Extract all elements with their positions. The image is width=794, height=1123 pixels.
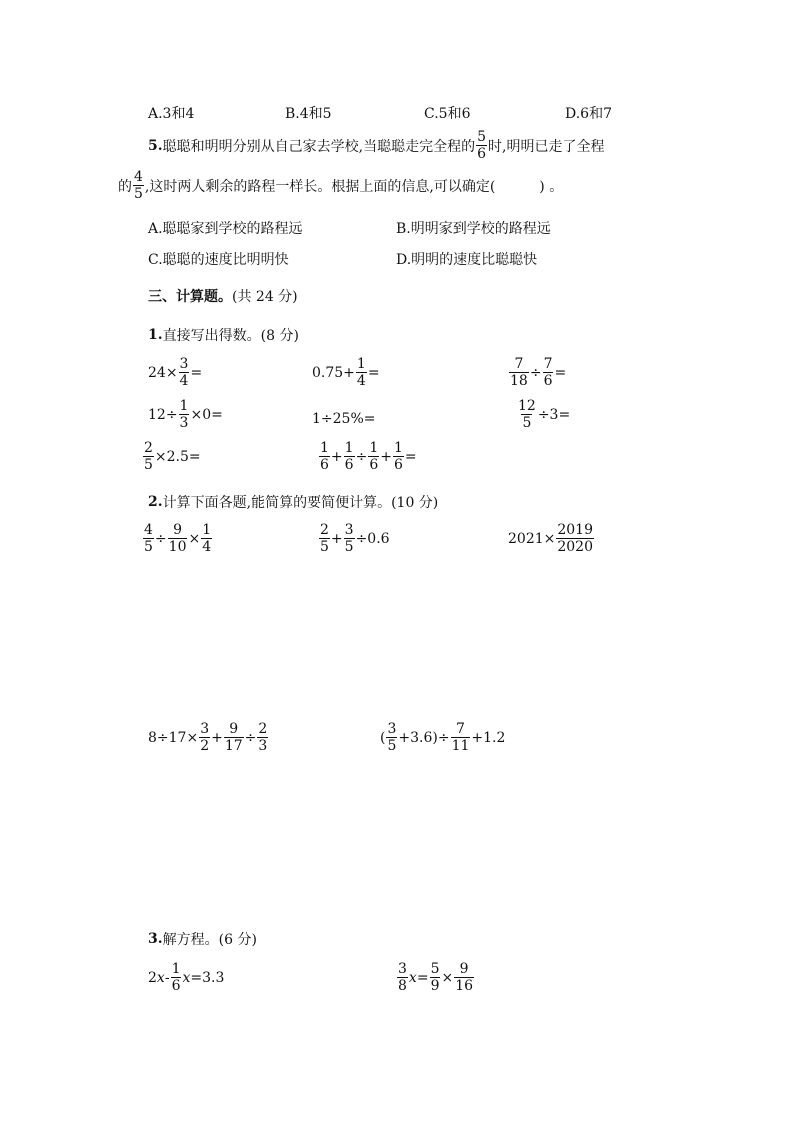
expression-text: +1.2	[471, 729, 506, 746]
fraction	[257, 722, 268, 753]
q5-text-2: 时,明明已走了全程	[488, 138, 605, 155]
fraction-denominator: 5	[387, 738, 397, 754]
q1-expr-4	[148, 399, 223, 430]
expression-text: +	[380, 448, 392, 465]
q1-expr-8	[318, 441, 417, 472]
expression-text: =	[416, 969, 429, 986]
fraction-numerator: 1	[202, 522, 212, 538]
q2-expr-4	[148, 722, 269, 753]
expression-text: ÷0.6	[355, 530, 390, 547]
q5-option-b: B.明明家到学校的路程远	[396, 221, 551, 237]
q5-line2	[118, 170, 563, 201]
q3-number: 3.	[148, 931, 163, 947]
fraction	[451, 722, 471, 753]
fraction	[168, 523, 188, 554]
fraction-numerator: 9	[229, 721, 239, 737]
expression-text: ÷	[355, 448, 368, 465]
expression-text: 2021×	[508, 530, 556, 547]
q3-equation-2	[396, 962, 475, 993]
q1-expr-5	[312, 411, 376, 427]
expression-text: x	[182, 969, 191, 986]
expression-text: ×2.5=	[154, 448, 201, 465]
fraction-numerator: 4	[134, 169, 143, 185]
fraction-denominator: 9	[430, 978, 440, 994]
fraction	[201, 523, 212, 554]
q2-title: 计算下面各题,能简算的要简便计算。(10 分)	[162, 495, 439, 511]
q5-option-d: D.明明的速度比聪聪快	[396, 252, 538, 268]
fraction	[319, 441, 330, 472]
fraction-numerator: 7	[514, 356, 524, 372]
expression-text: 0.75+	[312, 364, 355, 381]
q2-expr-1	[142, 523, 213, 554]
fraction	[319, 523, 330, 554]
fraction-denominator: 6	[543, 373, 553, 389]
q4-option-c: C.5和6	[424, 106, 471, 122]
fraction	[344, 523, 355, 554]
expression-text: ÷	[154, 530, 167, 547]
fraction-numerator: 2	[320, 522, 329, 538]
fraction-denominator: 10	[168, 539, 187, 555]
expression-text: +	[330, 448, 343, 465]
fraction-numerator: 2	[144, 440, 153, 456]
expression-text: 24×	[148, 364, 178, 381]
fraction-denominator: 18	[510, 373, 528, 389]
expression-text: ÷	[244, 729, 257, 746]
fraction	[356, 357, 367, 388]
fraction-numerator: 1	[369, 440, 379, 456]
fraction-numerator: 3	[398, 961, 407, 977]
q5-option-c: C.聪聪的速度比明明快	[148, 252, 289, 268]
q2-expr-5	[380, 722, 505, 753]
expression-text: 2	[148, 969, 157, 986]
fraction-numerator: 5	[477, 129, 486, 145]
fraction	[224, 722, 244, 753]
fraction-numerator: 7	[456, 721, 465, 737]
q5-text-1: 聪聪和明明分别从自己家去学校,当聪聪走完全程的	[162, 138, 476, 155]
q5-fraction-2	[133, 170, 144, 201]
fraction-denominator: 11	[451, 738, 470, 754]
fraction-denominator: 4	[202, 539, 212, 555]
fraction-numerator: 2	[258, 721, 268, 737]
q1-expr-2	[312, 357, 380, 388]
fraction-denominator: 6	[344, 457, 354, 473]
fraction-denominator: 2	[200, 738, 210, 754]
q1-expr-3	[508, 357, 566, 388]
expression-text: ÷	[529, 364, 542, 381]
fraction-denominator: 4	[179, 373, 189, 389]
fraction-numerator: 12	[518, 398, 536, 414]
expression-text: +3.6)÷	[398, 729, 450, 746]
fraction-denominator: 6	[393, 457, 403, 473]
q2-heading	[148, 492, 438, 512]
expression-text: +	[330, 530, 343, 547]
fraction	[430, 962, 441, 993]
section-3-title: 计算题。	[176, 289, 232, 305]
fraction-denominator: 5	[344, 539, 354, 555]
fraction	[179, 357, 190, 388]
fraction-denominator: 5	[522, 415, 532, 431]
q2-expr-2	[318, 523, 390, 554]
fraction	[454, 962, 474, 993]
expression-text: =	[367, 364, 380, 381]
expression-text: x	[408, 969, 417, 986]
fraction-numerator: 1	[344, 440, 354, 456]
fraction-denominator: 17	[224, 738, 243, 754]
fraction-denominator: 8	[398, 978, 407, 994]
fraction-numerator: 3	[344, 522, 354, 538]
q1-expr-7	[142, 441, 201, 472]
fraction	[143, 441, 154, 472]
fraction	[386, 722, 397, 753]
fraction	[393, 441, 404, 472]
fraction	[509, 357, 529, 388]
fraction-denominator: 5	[144, 539, 153, 555]
q5-text-3: 的	[118, 178, 132, 195]
expression-text: -	[164, 969, 170, 986]
q4-option-d: D.6和7	[565, 106, 612, 122]
q5-text-4: ,这时两人剩余的路程一样长。根据上面的信息,可以确定(	[144, 178, 496, 195]
expression-text: ÷3=	[537, 406, 571, 423]
expression-text: 8÷17×	[148, 729, 199, 746]
expression-text: =3.3	[190, 969, 225, 986]
fraction-denominator: 6	[369, 457, 379, 473]
fraction-denominator: 5	[320, 539, 329, 555]
fraction	[543, 357, 554, 388]
fraction-numerator: 1	[171, 961, 181, 977]
fraction	[344, 441, 355, 472]
expression-text: ×	[441, 969, 454, 986]
fraction-denominator: 2020	[557, 539, 593, 555]
q4-option-a: A.3和4	[148, 106, 195, 122]
fraction	[199, 722, 210, 753]
fraction-denominator: 5	[144, 457, 153, 473]
fraction	[517, 399, 537, 430]
q2-expr-3	[508, 523, 595, 554]
q3-heading	[148, 929, 257, 949]
expression-text: =	[190, 364, 203, 381]
fraction-denominator: 5	[134, 186, 143, 202]
expression-text: ×0=	[190, 406, 223, 423]
section-3-heading	[148, 286, 298, 306]
fraction-numerator: 5	[430, 961, 440, 977]
q3-equation-1	[148, 962, 224, 993]
fraction	[171, 962, 182, 993]
expression-text: 1÷25%=	[312, 411, 376, 427]
fraction-denominator: 3	[258, 738, 268, 754]
q1-number: 1.	[148, 327, 163, 343]
q5-fraction-1	[476, 130, 487, 161]
fraction	[556, 523, 594, 554]
fraction	[179, 399, 190, 430]
fraction-numerator: 2019	[557, 522, 593, 538]
fraction-denominator: 4	[356, 373, 366, 389]
expression-text: ×	[188, 530, 201, 547]
fraction-numerator: 4	[144, 522, 153, 538]
fraction	[368, 441, 379, 472]
fraction-numerator: 9	[459, 961, 469, 977]
q5-line1	[148, 130, 604, 161]
fraction-denominator: 3	[179, 415, 189, 431]
expression-text: 12÷	[148, 406, 178, 423]
q4-option-b: B.4和5	[285, 106, 332, 122]
q1-heading	[148, 325, 299, 345]
fraction	[143, 523, 154, 554]
fraction-numerator: 3	[387, 721, 397, 737]
q1-expr-6	[516, 399, 570, 430]
fraction-numerator: 3	[200, 721, 210, 737]
section-3-points: (共 24 分)	[232, 289, 298, 305]
q1-title: 直接写出得数。(8 分)	[162, 328, 299, 344]
expression-text: +	[211, 729, 223, 746]
fraction-denominator: 6	[171, 978, 181, 994]
q5-number: 5.	[148, 137, 163, 154]
expression-text: =	[404, 448, 417, 465]
expression-text: =	[554, 364, 567, 381]
fraction-numerator: 7	[543, 356, 553, 372]
fraction-numerator: 9	[173, 522, 183, 538]
q5-text-5: ) 。	[539, 178, 564, 195]
fraction-numerator: 1	[356, 356, 366, 372]
fraction	[397, 962, 408, 993]
q1-expr-1	[148, 357, 202, 388]
section-3-number: 三、	[148, 289, 176, 305]
fraction-denominator: 6	[320, 457, 329, 473]
q5-option-a: A.聪聪家到学校的路程远	[148, 221, 303, 237]
expression-text: (	[380, 729, 386, 746]
fraction-numerator: 1	[393, 440, 403, 456]
fraction-numerator: 1	[179, 398, 189, 414]
fraction-numerator: 1	[320, 440, 329, 456]
fraction-numerator: 3	[179, 356, 189, 372]
q3-title: 解方程。(6 分)	[162, 932, 257, 948]
fraction-denominator: 16	[455, 978, 474, 994]
fraction-denominator: 6	[477, 146, 486, 162]
expression-text: x	[156, 969, 165, 986]
q2-number: 2.	[148, 494, 163, 510]
